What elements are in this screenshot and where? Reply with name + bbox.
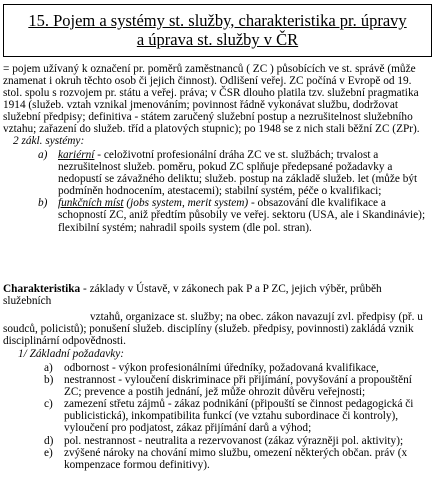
intro-paragraph (3, 63, 437, 136)
systems-item-line: nedopustí se závažného deliktu; služeb. postup na základě služeb. let (může být (58, 173, 418, 186)
intro-line: 1914 (služeb. vztah vznikal jmenováním; povinnost řádně vykonávat službu, dodržovat (3, 99, 398, 112)
basics-list (44, 362, 438, 471)
characteristics-line: vztahů, organizace st. služby; na obec. zákon navazují zvl. předpisy (př. u (90, 311, 423, 324)
intro-line: znamenat i okruh těchto osob či jejich činnost). Odlišení veřej. ZC počíná v Evropě od 19. (3, 75, 412, 88)
basics-item-b (44, 374, 438, 398)
basics-item-line: pol. nestrannost - neutralita a rezervovanost (zákaz výrazněji pol. aktivity); (64, 434, 404, 447)
item-marker: d) (44, 434, 54, 447)
item-marker: c) (44, 398, 53, 411)
characteristics-line: disciplinární odpovědnosti. (3, 335, 126, 348)
basics-heading: 1/ Základní požadavky: (18, 348, 125, 360)
basics-item-line: zvýšené nároky na chování mimo službu, omezení některých občan. práv (x (64, 446, 408, 459)
term-suffix: (jobs system, merit system) (123, 197, 249, 210)
item-marker: a) (44, 362, 53, 374)
item-marker: e) (44, 446, 53, 459)
basics-item-e (44, 447, 438, 471)
systems-item-line: - celoživotní profesionální dráha ZC ve st. službách; trvalost a (94, 149, 379, 161)
basics-item-a (44, 362, 438, 374)
basics-item-line: ZC; prevence a postih jednání, jež může ohrozit důvěru veřejnosti; (64, 386, 366, 399)
systems-item-a (38, 149, 438, 197)
systems-item-line: podmíněn hodnocením, atestacemi); stabilní systém, péče o kvalifikaci; (58, 185, 382, 198)
systems-item-line: - obsazování dle kvalifikace a (248, 197, 386, 210)
item-marker: b) (38, 197, 48, 210)
systems-heading: 2 zákl. systémy: (13, 135, 85, 147)
characteristics-line: - základy v Ústavě, v zákonech pak P a P ZC, jejich výběr, průběh (80, 283, 382, 295)
systems-item-b (38, 197, 438, 233)
intro-line: stol. spolu s rozvojem pr. státu a veřej. práva; v ČSR dlouho platila tzv. služební pragmatika (3, 87, 419, 100)
characteristics-paragraph (3, 283, 437, 347)
characteristics-line: soudců, policistů); ponušení služeb. disciplíny (služeb. předpisy, povinnosti) zakládá vznik (3, 323, 414, 336)
basics-item-d (44, 435, 438, 447)
basics-item-line: publicistická), inkompatibilita funkcí (ve vztahu subordinace či kontroly), (64, 410, 399, 423)
item-marker: a) (38, 149, 48, 161)
systems-list (38, 149, 438, 234)
basics-item-line: odbornost - výkon profesionálními úředníky, požadovaná kvalifikace, (64, 362, 379, 374)
systems-item-line: nezrušitelnost služeb. poměru, pokud ZC splňuje předepsané požadavky a (58, 161, 393, 174)
basics-item-line: zamezení střetu zájmů - zákaz podnikání (připouští se činnost pedagogická či (64, 398, 414, 411)
characteristics-heading: Charakteristika (3, 283, 81, 295)
intro-line: = pojem užívaný k označení pr. poměrů zaměstnanců ( ZC ) působících ve st. správě (může (3, 63, 416, 75)
title-line-1: 15. Pojem a systémy st. služby, charakteristika pr. úpravy (28, 11, 407, 30)
systems-item-line: flexibilní systém; nahradil spoils system (dle pol. stran). (58, 221, 312, 234)
item-marker: b) (44, 374, 54, 387)
title-box (3, 4, 432, 57)
basics-item-c (44, 398, 438, 434)
term-funkcnich-mist: funkčních míst (58, 197, 124, 210)
basics-item-line: kompenzace formou definitivy). (64, 458, 210, 471)
intro-line: vztahu; zařazení do služeb. tříd a platových stupnic); po 1948 se z nich stali běžní ZC (ZPr). (3, 123, 420, 136)
systems-item-line: schopností ZC, aniž předtím působily ve veřej. sektoru (USA, ale i Skandinávie); (58, 209, 426, 222)
basics-item-line: nestrannost - vyloučení diskriminace při přijímání, povyšování a propouštění (64, 374, 412, 387)
basics-item-line: vyloučení pro podjatost, zákaz přijímání darů a výhod; (64, 422, 312, 435)
characteristics-line: služebních (3, 295, 52, 308)
term-karierni: kariérní (58, 149, 95, 161)
title-line-2: a úprava st. služby v ČR (136, 30, 299, 49)
intro-line: služební předpisy; definitiva - státem zaručený služební postup a nezrušitelnost služebního (3, 111, 413, 124)
